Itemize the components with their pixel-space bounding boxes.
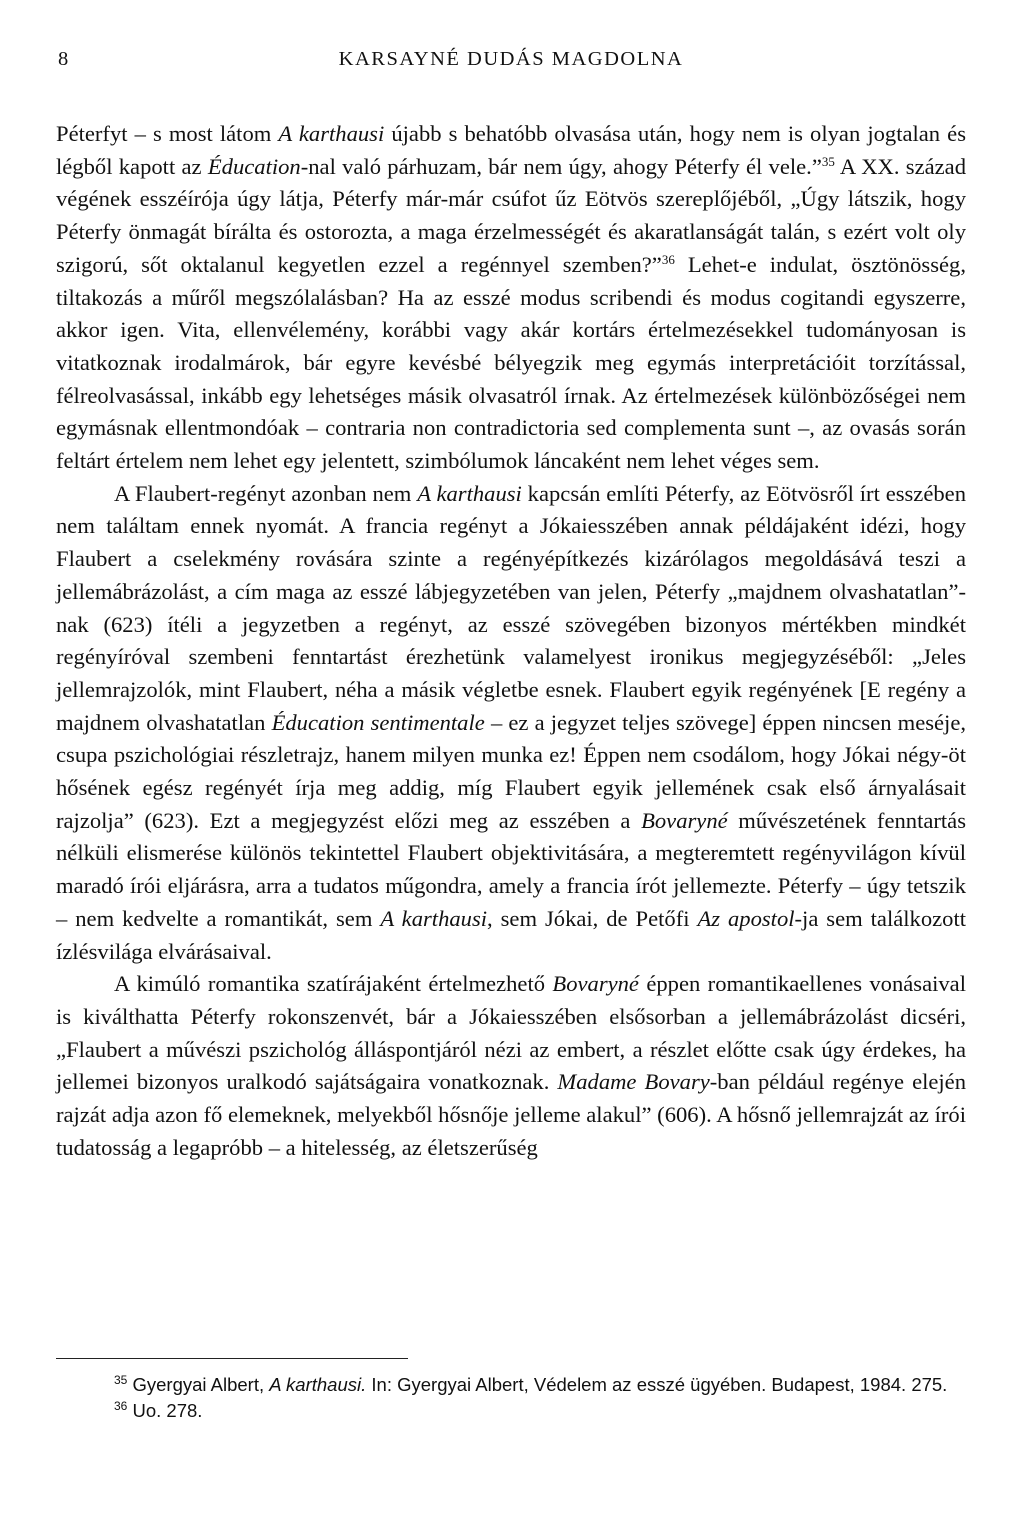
footnote-divider [56, 1358, 408, 1359]
text-run: A kimúló romantika szatírájaként értelmezhető [114, 971, 553, 997]
italic-title: A karthausi [380, 905, 488, 931]
paragraph [56, 968, 966, 1164]
text-run: újabb s behatóbb olvasása után, hogy nem is olyan jogtalan és légből kapott az [56, 121, 967, 179]
italic-title: Éducation sentimentale [271, 709, 485, 735]
paragraph [56, 478, 966, 969]
text-run: A XX. század végének esszéírója úgy látja, Péterfy már-már csúfot űz Eötvös szereplőjéből, „Úgy látszik, hogy Péterfy önmagát bírálta és ostorozta, a maga érzelmességét és akaratlanságát talán, s ezért volt oly szigorú, sőt oktalanul kegyetlen ezzel a regénnyel szemben?” [56, 153, 966, 277]
text-run: Lehet-e indulat, ösztönösség, tiltakozás a műről megszólalásban? Ha az esszé modus scribendi és modus cogitandi egyszerre, akkor igen. Vita, ellenvélemény, korábbi vagy akár kortárs értelmezésekkel tudományosan is vitatkoznak irodalmárok, bár egyre kevésbé bélyegzik meg egymás interpretációit torzítással, félreolvasással, inkább egy lehetséges másik olvasatról írnak. Az értelmezések különbözőségei nem egymásnak ellentmondóak – contraria non contradictoria sed complementa sunt –, az ovasás során feltárt értelem nem lehet egy jelentett, szimbólumok láncaként nem lehet véges sem. [56, 251, 966, 474]
italic-title: A karthausi [278, 121, 385, 146]
footnote-number: 36 [114, 1399, 128, 1413]
footnote-number: 35 [114, 1373, 128, 1387]
text-run: Péterfyt – s most látom [56, 121, 279, 146]
paragraph [56, 118, 966, 478]
text-run: Gyergyai Albert, [127, 1374, 270, 1395]
italic-title: Éducation [207, 153, 301, 179]
page-number: 8 [58, 48, 70, 70]
text-run: művészetének fenntartás nélküli elismerése különös tekintettel Flaubert objektivitására, a megteremtett regényvilágon kívül maradó írói eljárásra, arra a tudatos műgondra, amely a francia írót jellemezte. Péterfy – úgy tetszik – nem kedvelte a romantikát, sem [56, 807, 966, 931]
footnotes [56, 1372, 966, 1424]
running-title: KARSAYNÉ DUDÁS MAGDOLNA [338, 48, 684, 70]
body-text [56, 118, 966, 1165]
footnote [56, 1372, 966, 1398]
text-run: Uo. 278. [127, 1400, 203, 1421]
running-header [56, 48, 966, 78]
footnote [56, 1398, 966, 1424]
text-run: -ban például regénye elején rajzát adja azon fő elemeknek, melyekből hősnője jelleme alakul” (606). A hősnő jellemrajzát az írói tudatosság a legapróbb – a hitelesség, az életszerűség [56, 1069, 967, 1160]
text-run: -ja sem találkozott ízlésvilága elvárásaival. [56, 905, 967, 964]
footnote-reference: 35 [821, 153, 835, 169]
italic-title: A karthausi [417, 480, 522, 506]
italic-title: Bovaryné [552, 971, 639, 997]
text-run: In: Gyergyai Albert, Védelem az esszé ügyében. Budapest, 1984. 275. [366, 1374, 948, 1395]
italic-title: Madame Bovary [557, 1069, 710, 1095]
italic-title: Bovaryné [641, 807, 728, 833]
italic-title: A karthausi. [269, 1374, 367, 1395]
footnote-reference: 36 [661, 251, 675, 267]
text-run: – ez a jegyzet teljes szövege] éppen nincsen meséje, csupa pszichológiai részletrajz, hanem milyen munka ez! Éppen nem csodálom, hogy Jókai négy-öt hősének egész regényét írja meg addig, míg Flaubert egyik jellemének csak első árnyalásait rajzolja” (623). Ezt a megjegyzést előzi meg az esszében a [56, 709, 967, 833]
text-run: A Flaubert-regényt azonban nem [114, 480, 418, 506]
text-run: éppen romantikaellenes vonásaival is kiválthatta Péterfy rokonszenvét, bár a Jókaiesszében elsősorban a jellemábrázolást dicséri, „Flaubert a művészi pszichológ álláspontjáról nézi az embert, a részlet előtte csak úgy érdekes, ha jellemei bizonyos uralkodó sajátságaira vonatkoznak. [56, 971, 966, 1095]
text-run: kapcsán említi Péterfy, az Eötvösről írt esszében nem találtam ennek nyomát. A francia regényt a Jókaiesszében annak példájaként idézi, hogy Flaubert a cselekmény rovására szinte a regényépítkezés kizárólagos megoldásává teszi a jellemábrázolást, a cím maga az esszé lábjegyzetében van jelen, Péterfy „majdnem olvashatatlan”-nak (623) ítéli a jegyzetben a regényt, az esszé szövegében bizonyos mértékben mindkét regényíróval szembeni fenntartást érezhetünk valamelyest ironikus megjegyzéséből: „Jeles jellemrajzolók, mint Flaubert, néha a másik végletbe esnek. Flaubert egyik regényének [E regény a majdnem olvashatatlan [56, 480, 966, 735]
text-run: -nal való párhuzam, bár nem úgy, ahogy Péterfy él vele.” [300, 153, 822, 179]
text-run: , sem Jókai, de Petőfi [487, 905, 698, 931]
italic-title: Az apostol [697, 905, 795, 931]
